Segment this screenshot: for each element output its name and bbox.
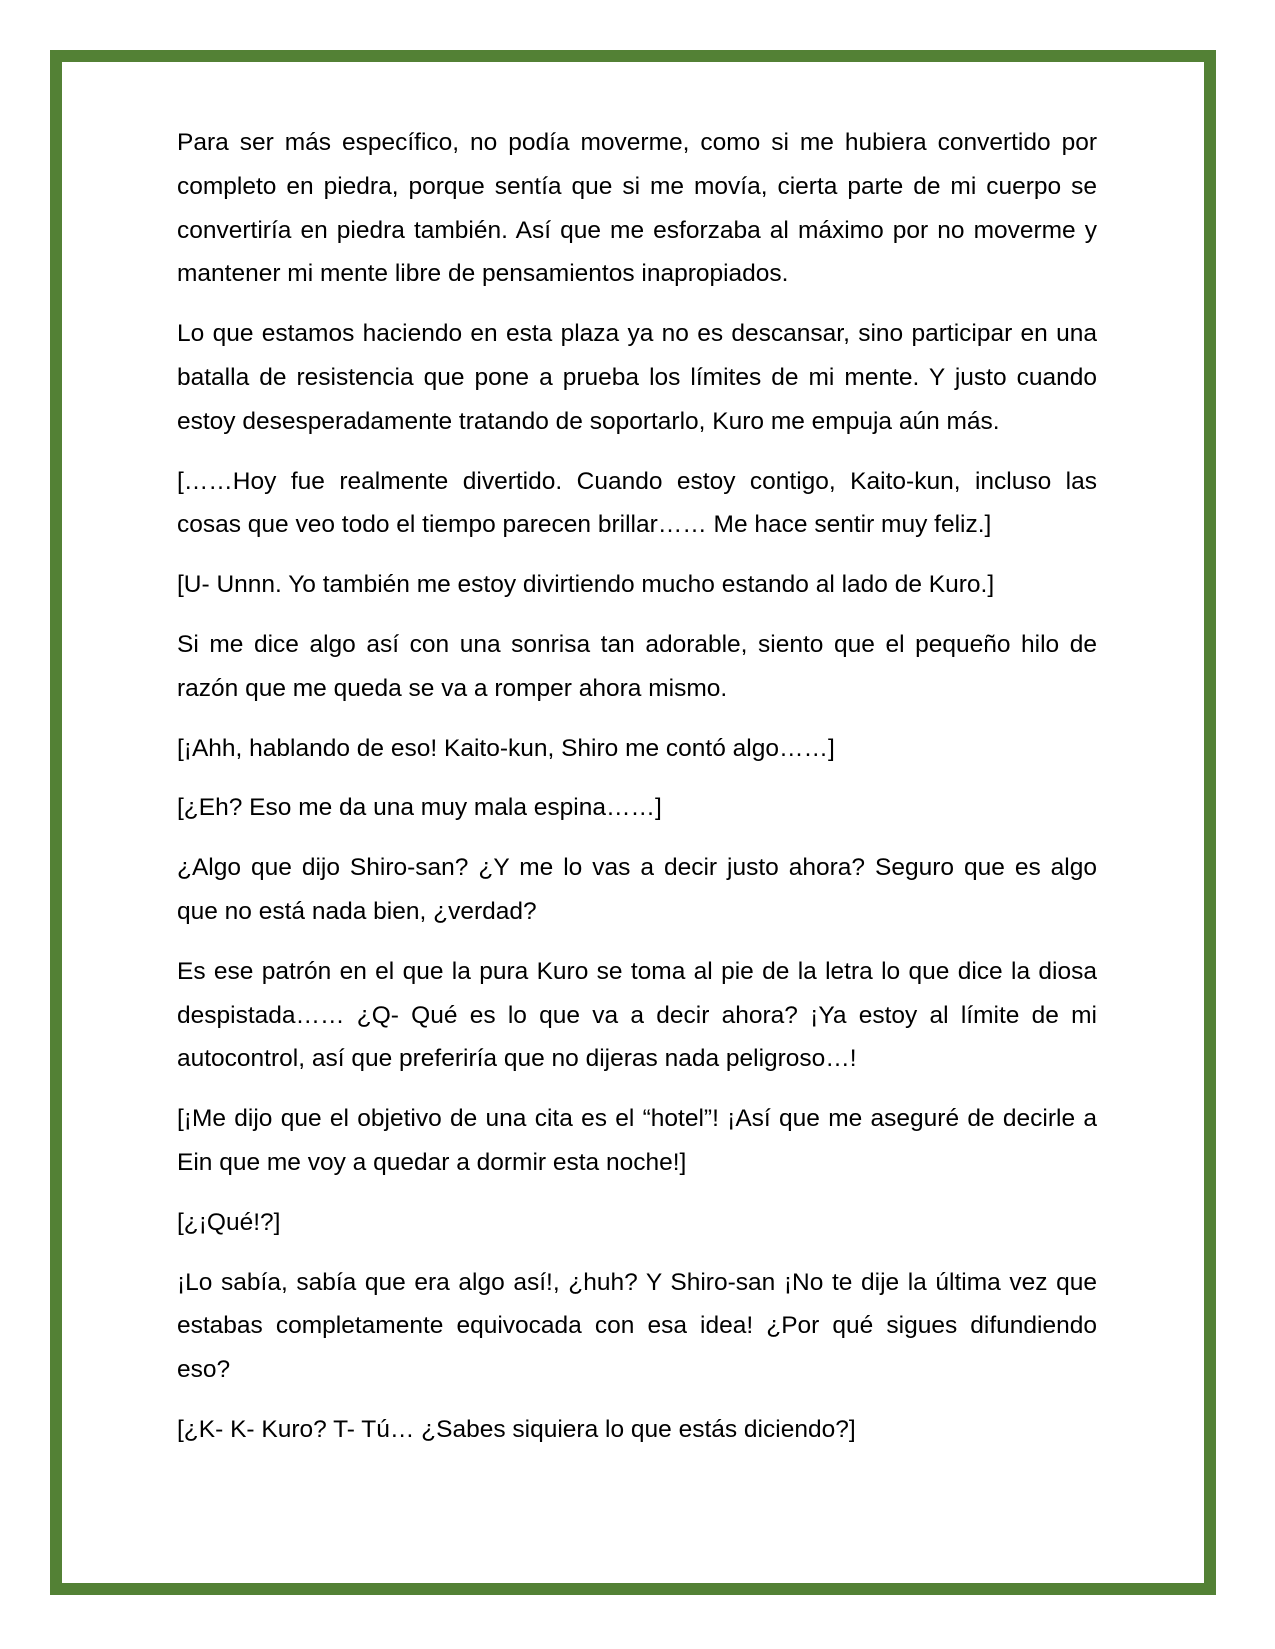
paragraph: [¿K- K- Kuro? T- Tú… ¿Sabes siquiera lo que estás diciendo?] [177, 1415, 856, 1443]
paragraph: [¡Me dijo que el objetivo de una cita es el “hotel”! ¡Así que me aseguré de decirle a Ein que me voy a quedar a dormir esta noche!] [177, 1105, 1097, 1176]
paragraph: [¡Ahh, hablando de eso! Kaito-kun, Shiro me contó algo……] [177, 734, 835, 762]
paragraph: [¿¡Qué!?] [177, 1208, 281, 1236]
paragraph: [¿Eh? Eso me da una muy mala espina……] [177, 794, 662, 822]
paragraph: Si me dice algo así con una sonrisa tan adorable, siento que el pequeño hilo de razón que me queda se va a romper ahora mismo. [177, 630, 1097, 702]
paragraph: [U- Unnn. Yo también me estoy divirtiendo mucho estando al lado de Kuro.] [177, 571, 995, 599]
paragraph: ¿Algo que dijo Shiro-san? ¿Y me lo vas a decir justo ahora? Seguro que es algo que no está nada bien, ¿verdad? [177, 854, 1097, 925]
paragraph: [……Hoy fue realmente divertido. Cuando estoy contigo, Kaito-kun, incluso las cosas que veo todo el tiempo parecen brillar…… Me hace sentir muy feliz.] [177, 467, 1097, 539]
paragraph: Lo que estamos haciendo en esta plaza ya no es descansar, sino participar en una batalla de resistencia que pone a prueba los límites de mi mente. Y justo cuando estoy desesperadamente tratando de soportarlo, Kuro me empuja aún más. [177, 320, 1097, 435]
document-body [177, 121, 1097, 1468]
paragraph: Para ser más específico, no podía moverme, como si me hubiera convertido por completo en piedra, porque sentía que si me movía, cierta parte de mi cuerpo se convertiría en piedra también. Así que me esforzaba al máximo por no moverme y mantener mi mente libre de pensamientos inapropiados. [177, 129, 1097, 288]
paragraph: Es ese patrón en el que la pura Kuro se toma al pie de la letra lo que dice la diosa despistada…… ¿Q- Qué es lo que va a decir ahora? ¡Ya estoy al límite de mi autocontrol, así que preferiría que no dijeras nada peligroso…! [177, 957, 1097, 1073]
paragraph: ¡Lo sabía, sabía que era algo así!, ¿huh? Y Shiro-san ¡No te dije la última vez que estabas completamente equivocada con esa idea! ¿Por qué sigues difundiendo eso? [177, 1268, 1097, 1384]
